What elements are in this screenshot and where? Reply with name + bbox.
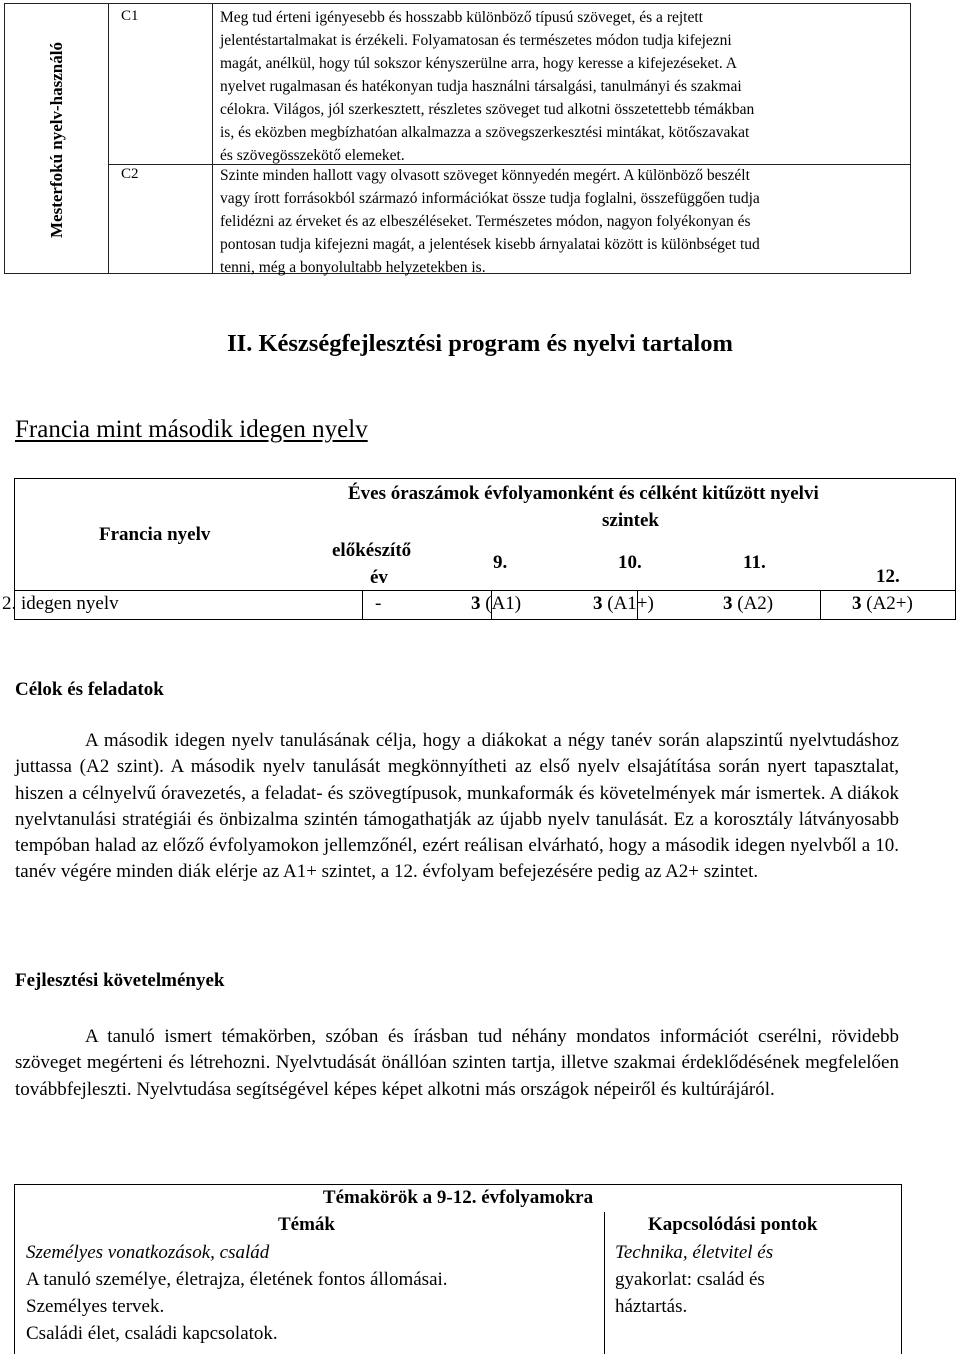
hours-number: 3 <box>471 593 481 614</box>
level-code-c1: C1 <box>121 8 139 24</box>
corner-label: Francia nyelv <box>99 524 211 545</box>
hours-grade-12 <box>852 593 913 615</box>
text-line: is, és eközben megbízhatóan alkalmazza a szövegszerkesztési mintákat, kötőszavakat <box>220 124 750 141</box>
section-title: II. Készségfejlesztési program és nyelvi tartalom <box>227 330 733 357</box>
hours-grade-11 <box>723 593 773 615</box>
grade-prep-line1: előkészítő <box>332 540 412 561</box>
hours-level: (A2) <box>732 593 774 614</box>
row-divider <box>15 590 955 591</box>
grade-prep-line2: év <box>370 567 388 588</box>
level-code-column <box>109 4 213 273</box>
text-line: vagy írott forrásokból származó információkat össze tudja foglalni, összefüggően tudja <box>220 190 760 207</box>
column-divider <box>362 590 363 619</box>
grade-11: 11. <box>743 552 766 573</box>
hours-level: (A2+) <box>861 593 913 614</box>
link-title: Technika, életvitel és <box>615 1242 774 1263</box>
topics-column-header: Témák <box>278 1214 335 1235</box>
link-line: gyakorlat: család és <box>615 1269 765 1290</box>
topic-line: Családi élet, családi kapcsolatok. <box>26 1323 278 1344</box>
column-divider <box>820 590 821 619</box>
hours-grade-10 <box>593 593 654 615</box>
level-description-table <box>4 3 911 274</box>
link-line: háztartás. <box>615 1296 688 1317</box>
goals-paragraph: A második idegen nyelv tanulásának célja, hogy a diákokat a négy tanév során alapszintű nyelvtudáshoz juttassa (A2 szint). A második nyelv tanulását megkönnyítheti az első nyelv elsajátítása során nyert tapasztalat, hiszen a célnyelvű óravezetés, a feladat- és szövegtípusok, munkaformák és követelmények már ismertek. A diákok nyelvtanulási stratégiái és önbizalma szintén támogathatják az újabb nyelv tanulását. Ez a korosztály látványosabb tempóban halad az előző évfolyamokon jellemzőnél, ezért reálisan elvárható, hogy a második idegen nyelvből a 10. tanév végére minden diák elérje az A1+ szintet, a 12. évfolyam befejezésére pedig az A2+ szintet. <box>15 730 899 883</box>
grade-9: 9. <box>493 552 508 573</box>
hours-number: 3 <box>852 593 862 614</box>
level-group-cell <box>5 4 109 273</box>
text-line: célokra. Világos, jól szerkesztett, részletes szöveget tud alkotni összetettebb témákban <box>220 101 755 118</box>
prep-value: - <box>375 593 382 614</box>
topic-title: Személyes vonatkozások, család <box>26 1242 270 1263</box>
topic-line: A tanuló személye, életrajza, életének fontos állomásai. <box>26 1269 448 1290</box>
hours-table <box>2 478 956 620</box>
text-line: jelentéstartalmakat is érzékeli. Folyamatosan és természetes módon tudja kifejezni <box>220 32 732 49</box>
row-label: 2. idegen nyelv <box>2 593 119 614</box>
topics-table <box>14 1184 902 1354</box>
grade-10: 10. <box>618 552 642 573</box>
hours-number: 3 <box>723 593 733 614</box>
text-line: tenni, még a bonyolultabb helyzetekben is. <box>220 259 486 276</box>
grade-12: 12. <box>876 566 900 587</box>
level-description-c1 <box>220 6 905 167</box>
hours-header-line1: Éves óraszámok évfolyamonként és célként kitűzött nyelvi <box>348 483 819 504</box>
hours-grade-9 <box>471 593 521 615</box>
text-line: felidézni az érveket és az elbeszéléseket. Természetes módon, nagyon folyékonyan és <box>220 213 751 230</box>
hours-header-line2: szintek <box>602 510 659 531</box>
text-line: Szinte minden hallott vagy olvasott szöveget könnyedén megért. A különböző beszélt <box>220 167 750 184</box>
level-group-label: Mesterfokú nyelv-használó <box>47 42 66 238</box>
hours-number: 3 <box>593 593 603 614</box>
level-description-c2 <box>220 164 905 279</box>
level-code-c2: C2 <box>121 166 139 182</box>
links-column-header: Kapcsolódási pontok <box>648 1214 818 1235</box>
topic-line: Személyes tervek. <box>26 1296 165 1317</box>
text-line: nyelvet rugalmasan és hatékonyan tudja használni társalgási, tanulmányi és szakmai <box>220 78 742 95</box>
subject-title: Francia mint második idegen nyelv <box>15 416 368 443</box>
topics-caption: Témakörök a 9-12. évfolyamokra <box>322 1187 594 1208</box>
text-line: pontosan tudja kifejezni magát, a jelentések kisebb árnyalatai között is különbséget tud <box>220 236 760 253</box>
requirements-paragraph: A tanuló ismert témakörben, szóban és írásban tud néhány mondatos információt cserélni, rövidebb szöveget megérteni és létrehozni. Nyelvtudását önállóan szinten tartja, illetve szakmai érdeklődésének megfelelően továbbfejleszti. Nyelvtudása segítségével képes képet alkotni más országok népeiről és kultúrájáról. <box>15 1026 899 1100</box>
goals-heading: Célok és feladatok <box>15 679 164 700</box>
text-line: és szövegösszekötő elemeket. <box>220 147 405 164</box>
hours-level: (A1) <box>480 593 522 614</box>
text-line: Meg tud érteni igényesebb és hosszabb különböző típusú szöveget, és a rejtett <box>220 9 703 26</box>
requirements-heading: Fejlesztési követelmények <box>15 970 225 991</box>
text-line: magát, anélkül, hogy túl sokszor kényszerülne arra, hogy keresse a kifejezéseket. A <box>220 55 737 72</box>
column-divider <box>604 1212 605 1354</box>
hours-level: (A1+) <box>602 593 654 614</box>
